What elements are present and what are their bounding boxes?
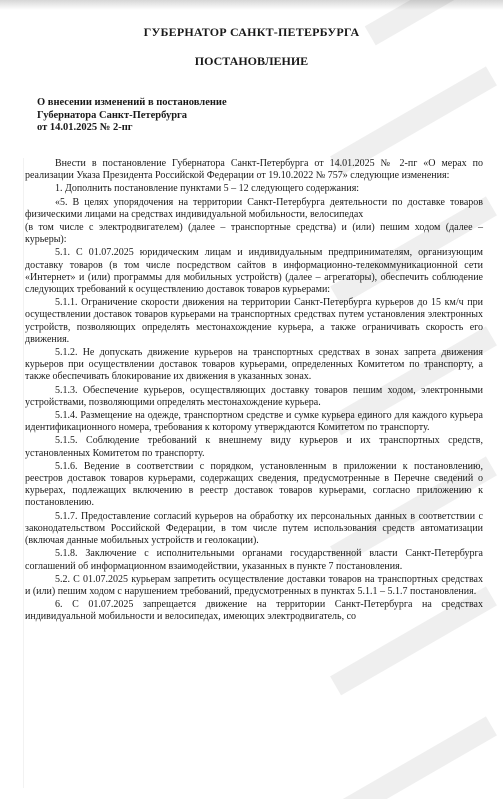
paragraph-5-1-2: 5.1.2. Не допускать движение курьеров на транспортных средствах в зонах запрета движения курьеров при осуществлении доставок товаров курьерами, определенных Комитетом по транспорту, а также обеспечивать блокирование их движения в указанных зонах. (25, 347, 483, 383)
paragraph-5-1-6: 5.1.6. Ведение в соответствии с порядком, установленным в приложении к постановлению, реестров доставок товаров курьерами, содержащих сведения, предусмотренные в Перечне сведений о курьерах, подлежащих включению в реестр доставок товаров курьерами, согласно приложению к постановлению. (25, 460, 483, 509)
paragraph-5-intro-cont: (в том числе с электродвигателем) (далее – транспортные средства) и (или) пешим ходом (далее – курьеры): (25, 222, 483, 246)
paragraph-5-1-3: 5.1.3. Обеспечение курьеров, осуществляющих доставку товаров пешим ходом, электронными устройствами, позволяющими определять местонахождение курьера. (25, 384, 483, 408)
scan-margin-line (23, 158, 24, 788)
authority-heading: ГУБЕРНАТОР САНКТ-ПЕТЕРБУРГА (143, 25, 360, 39)
subject-line-1: О внесении изменений в постановление (37, 97, 227, 108)
paragraph-5-intro: «5. В целях упорядочения на территории Санкт-Петербурга деятельности по доставке товаров физическими лицами на средствах индивидуальной мобильности, велосипедах (25, 196, 483, 220)
paragraph-intro: Внести в постановление Губернатора Санкт-Петербурга от 14.01.2025 № 2-пг «О мерах по реализации Указа Президента Российской Федерации от 19.10.2022 № 757» следующие изменения: (25, 158, 483, 182)
paragraph-1: 1. Дополнить постановление пунктами 5 – 12 следующего содержания: (55, 183, 360, 195)
paragraph-5-2: 5.2. С 01.07.2025 курьерам запретить осуществление доставки товаров на транспортных средствах и (или) пешим ходом с нарушением требований, предусмотренных в пунктах 5.1.1 – 5.1.7 постановления. (25, 573, 483, 597)
paragraph-5-1-1: 5.1.1. Ограничение скорости движения на территории Санкт-Петербурга курьеров до 15 км/ч при осуществлении доставок товаров курьерами на транспортных средствах путем установления электронных устройств, позволяющих определять местонахождение курьера, а также ограничивать скорость его движения. (25, 297, 483, 345)
paragraph-5-1: 5.1. С 01.07.2025 юридическим лицам и индивидуальным предпринимателям, организующим доставку товаров (в том числе посредством сайтов в информационно-телекоммуникационной сети «Интернет» и (или) программы для мобильных устройств) (далее – агрегаторы), обеспечить соблюдение следующих требований к осуществлению доставок товаров курьерами: (25, 247, 483, 296)
paragraph-5-1-5: 5.1.5. Соблюдение требований к внешнему виду курьеров и их транспортных средств, установленных Комитетом по транспорту. (25, 435, 483, 459)
paragraph-5-1-4: 5.1.4. Размещение на одежде, транспортном средстве и сумке курьера единого для каждого курьера идентификационного номера, требования к которому утверждаются Комитетом по транспорту. (25, 410, 483, 434)
paragraph-5-1-8: 5.1.8. Заключение с исполнительными органами государственной власти Санкт-Петербурга соглашений об информационном взаимодействии, указанных в пункте 7 постановления. (25, 548, 483, 572)
subject-block (37, 97, 397, 135)
document-type-heading: ПОСТАНОВЛЕНИЕ (194, 54, 309, 68)
subject-line-2: Губернатора Санкт-Петербурга (37, 109, 188, 121)
paragraph-5-1-7: 5.1.7. Предоставление согласий курьеров на обработку их персональных данных в соответствии с законодательством Российской Федерации, в том числе путем использования средств автоматизации (включая данные мобильных устройств и геолокации). (25, 510, 483, 547)
subject-line-3: от 14.01.2025 № 2-пг (37, 122, 133, 133)
document-body (25, 158, 483, 625)
paragraph-6: 6. С 01.07.2025 запрещается движение на территории Санкт-Петербурга на средствах индивидуальной мобильности и велосипедах, имеющих электродвигатель, со (25, 599, 483, 623)
